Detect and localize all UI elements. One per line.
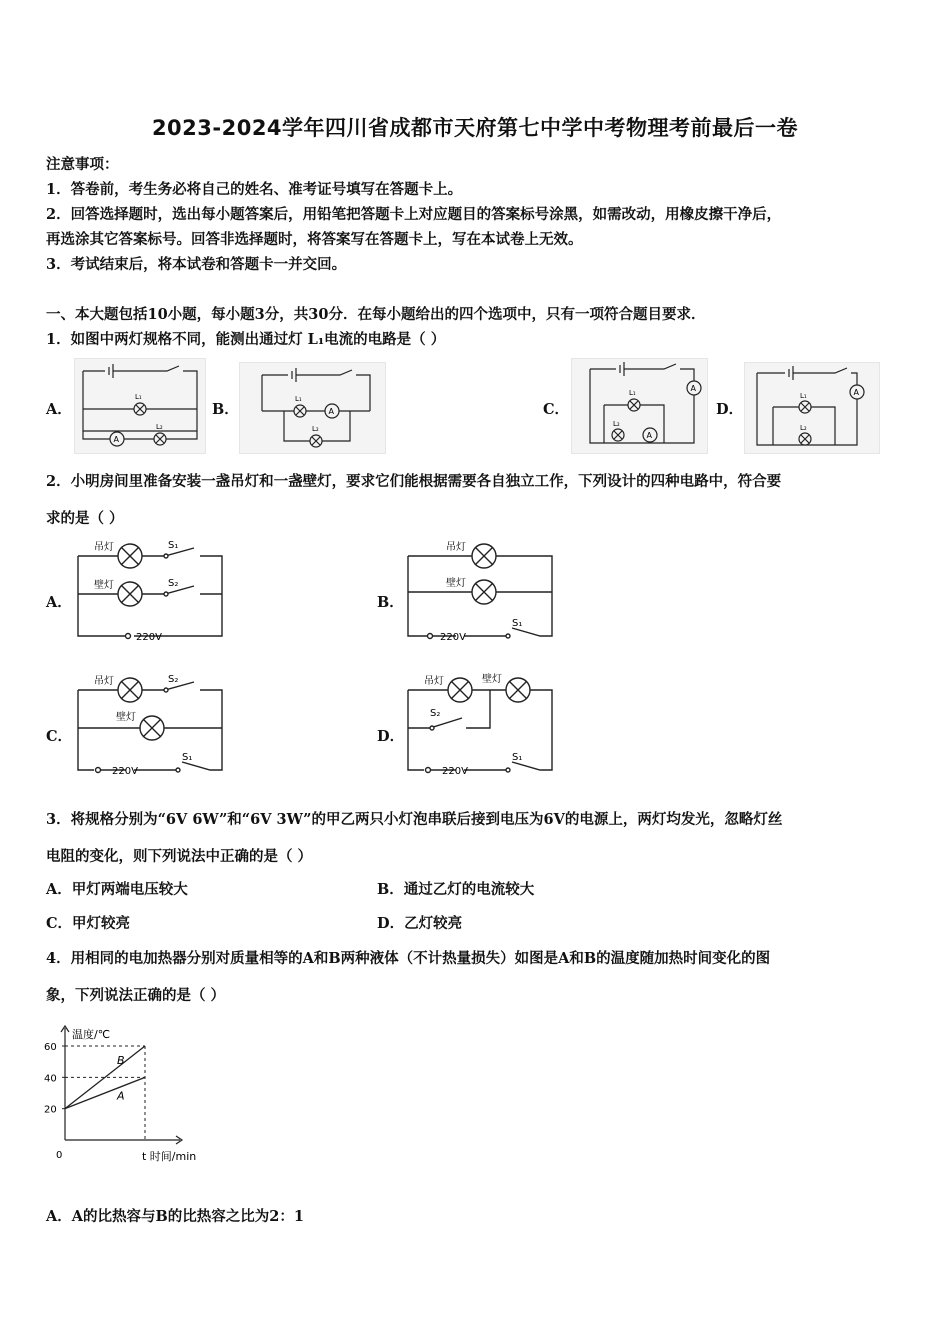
- series-label-A: A: [117, 1089, 125, 1103]
- pendant-lamp-label: 吊灯: [94, 676, 114, 687]
- q4-temperature-chart: [40, 1022, 230, 1172]
- lamp-label: L₁: [135, 393, 142, 401]
- wall-lamp-label: 壁灯: [446, 578, 466, 589]
- page-title: 2023-2024学年四川省成都市天府第七中学中考物理考前最后一卷: [151, 116, 799, 140]
- q1-circuit-d: [744, 362, 880, 454]
- q3-option: C．甲灯较亮: [46, 915, 131, 932]
- x-axis-label: t 时间/min: [142, 1150, 197, 1163]
- q3-stem: 3．将规格分别为“6V 6W”和“6V 3W”的甲乙两只小灯泡串联后接到电压为6V的电源上，两灯均发光，忽略灯丝: [46, 811, 783, 828]
- switch-label: S₂: [168, 578, 179, 589]
- pendant-lamp-label: 吊灯: [446, 542, 466, 553]
- switch-label: S₂: [430, 708, 441, 719]
- ammeter-label: A: [853, 388, 859, 397]
- voltage-label: 220V: [442, 766, 468, 777]
- chart-axes: [61, 1026, 182, 1144]
- y-tick-label: 20: [44, 1104, 57, 1116]
- q1-circuit-c: [571, 358, 708, 454]
- notice-item: 1．答卷前，考生务必将自己的姓名、准考证号填写在答题卡上。: [46, 181, 463, 198]
- y-tick-label: 40: [44, 1073, 57, 1085]
- voltage-label: 220V: [440, 632, 466, 643]
- voltage-label: 220V: [136, 632, 162, 643]
- q3-option: B．通过乙灯的电流较大: [377, 881, 535, 898]
- switch-label: S₂: [168, 674, 179, 685]
- ammeter-label: A: [690, 384, 696, 393]
- q1-stem: 1．如图中两灯规格不同，能测出通过灯 L₁电流的电路是（ ）: [46, 331, 446, 348]
- q2-option-label: A．: [46, 594, 72, 611]
- wall-lamp-label: 壁灯: [482, 674, 502, 685]
- q3-option: D．乙灯较亮: [377, 915, 463, 932]
- series-label-B: B: [117, 1054, 125, 1067]
- origin-label: 0: [56, 1150, 63, 1161]
- series-line-A: [65, 1077, 145, 1108]
- q1-circuit-b: [239, 362, 386, 454]
- lamp-label: L₂: [800, 424, 807, 432]
- q1-option-label: B．: [212, 401, 239, 418]
- q2-option-label: B．: [377, 594, 404, 611]
- q2-option-label: C．: [46, 728, 73, 745]
- notice-item: 3．考试结束后，将本试卷和答题卡一并交回。: [46, 256, 347, 273]
- q3-option: A．甲灯两端电压较大: [46, 881, 188, 898]
- lamp-label: L₂: [312, 425, 319, 433]
- q2-circuit-d: [400, 668, 565, 778]
- notice-item: 再选涂其它答案标号。回答非选择题时，将答案写在答题卡上，写在本试卷上无效。: [46, 231, 583, 248]
- y-tick-label: 60: [44, 1042, 57, 1053]
- pendant-lamp-label: 吊灯: [424, 676, 444, 687]
- lamp-label: L₁: [800, 392, 807, 400]
- q3-stem: 电阻的变化，则下列说法中正确的是（ ）: [46, 848, 313, 865]
- lamp-label: L₂: [156, 423, 163, 431]
- q1-circuit-a: [74, 358, 206, 454]
- q2-stem: 求的是（ ）: [46, 510, 124, 527]
- wall-lamp-label: 壁灯: [116, 712, 136, 723]
- lamp-label: L₁: [295, 395, 302, 403]
- notice-heading: 注意事项：: [46, 156, 119, 173]
- q4-stem: 4．用相同的电加热器分别对质量相等的A和B两种液体（不计热量损失）如图是A和B的温度随加热时间变化的图: [46, 950, 771, 967]
- q2-circuit-c: [70, 668, 230, 778]
- wall-lamp-label: 壁灯: [94, 580, 114, 591]
- lamp-label: L₁: [629, 389, 636, 397]
- q4-stem: 象，下列说法正确的是（ ）: [46, 987, 226, 1004]
- q1-option-label: D．: [716, 401, 744, 418]
- q2-option-label: D．: [377, 728, 405, 745]
- switch-label: S₁: [182, 752, 193, 763]
- q2-circuit-b: [400, 536, 560, 644]
- q1-option-label: A．: [46, 401, 72, 418]
- switch-label: S₁: [512, 752, 523, 763]
- q1-option-label: C．: [543, 401, 570, 418]
- section-header: 一、本大题包括10小题，每小题3分，共30分．在每小题给出的四个选项中，只有一项符合题目要求．: [46, 306, 706, 323]
- q4-option: A．A的比热容与B的比热容之比为2：1: [46, 1208, 304, 1225]
- notice-item: 2．回答选择题时，选出每小题答案后，用铅笔把答题卡上对应题目的答案标号涂黑，如需改动，用橡皮擦干净后，: [46, 206, 782, 223]
- lamp-label: L₂: [613, 420, 620, 428]
- q2-circuit-a: [70, 536, 230, 644]
- ammeter-label: A: [328, 407, 334, 416]
- switch-label: S₁: [168, 540, 179, 551]
- pendant-lamp-label: 吊灯: [94, 542, 114, 553]
- y-axis-label: 温度/℃: [72, 1028, 111, 1041]
- switch-label: S₁: [512, 618, 523, 629]
- voltage-label: 220V: [112, 766, 138, 777]
- q2-stem: 2．小明房间里准备安装一盏吊灯和一盏壁灯，要求它们能根据需要各自独立工作，下列设计的四种电路中，符合要: [46, 473, 782, 490]
- ammeter-label: A: [113, 435, 119, 444]
- ammeter-label: A: [646, 431, 652, 440]
